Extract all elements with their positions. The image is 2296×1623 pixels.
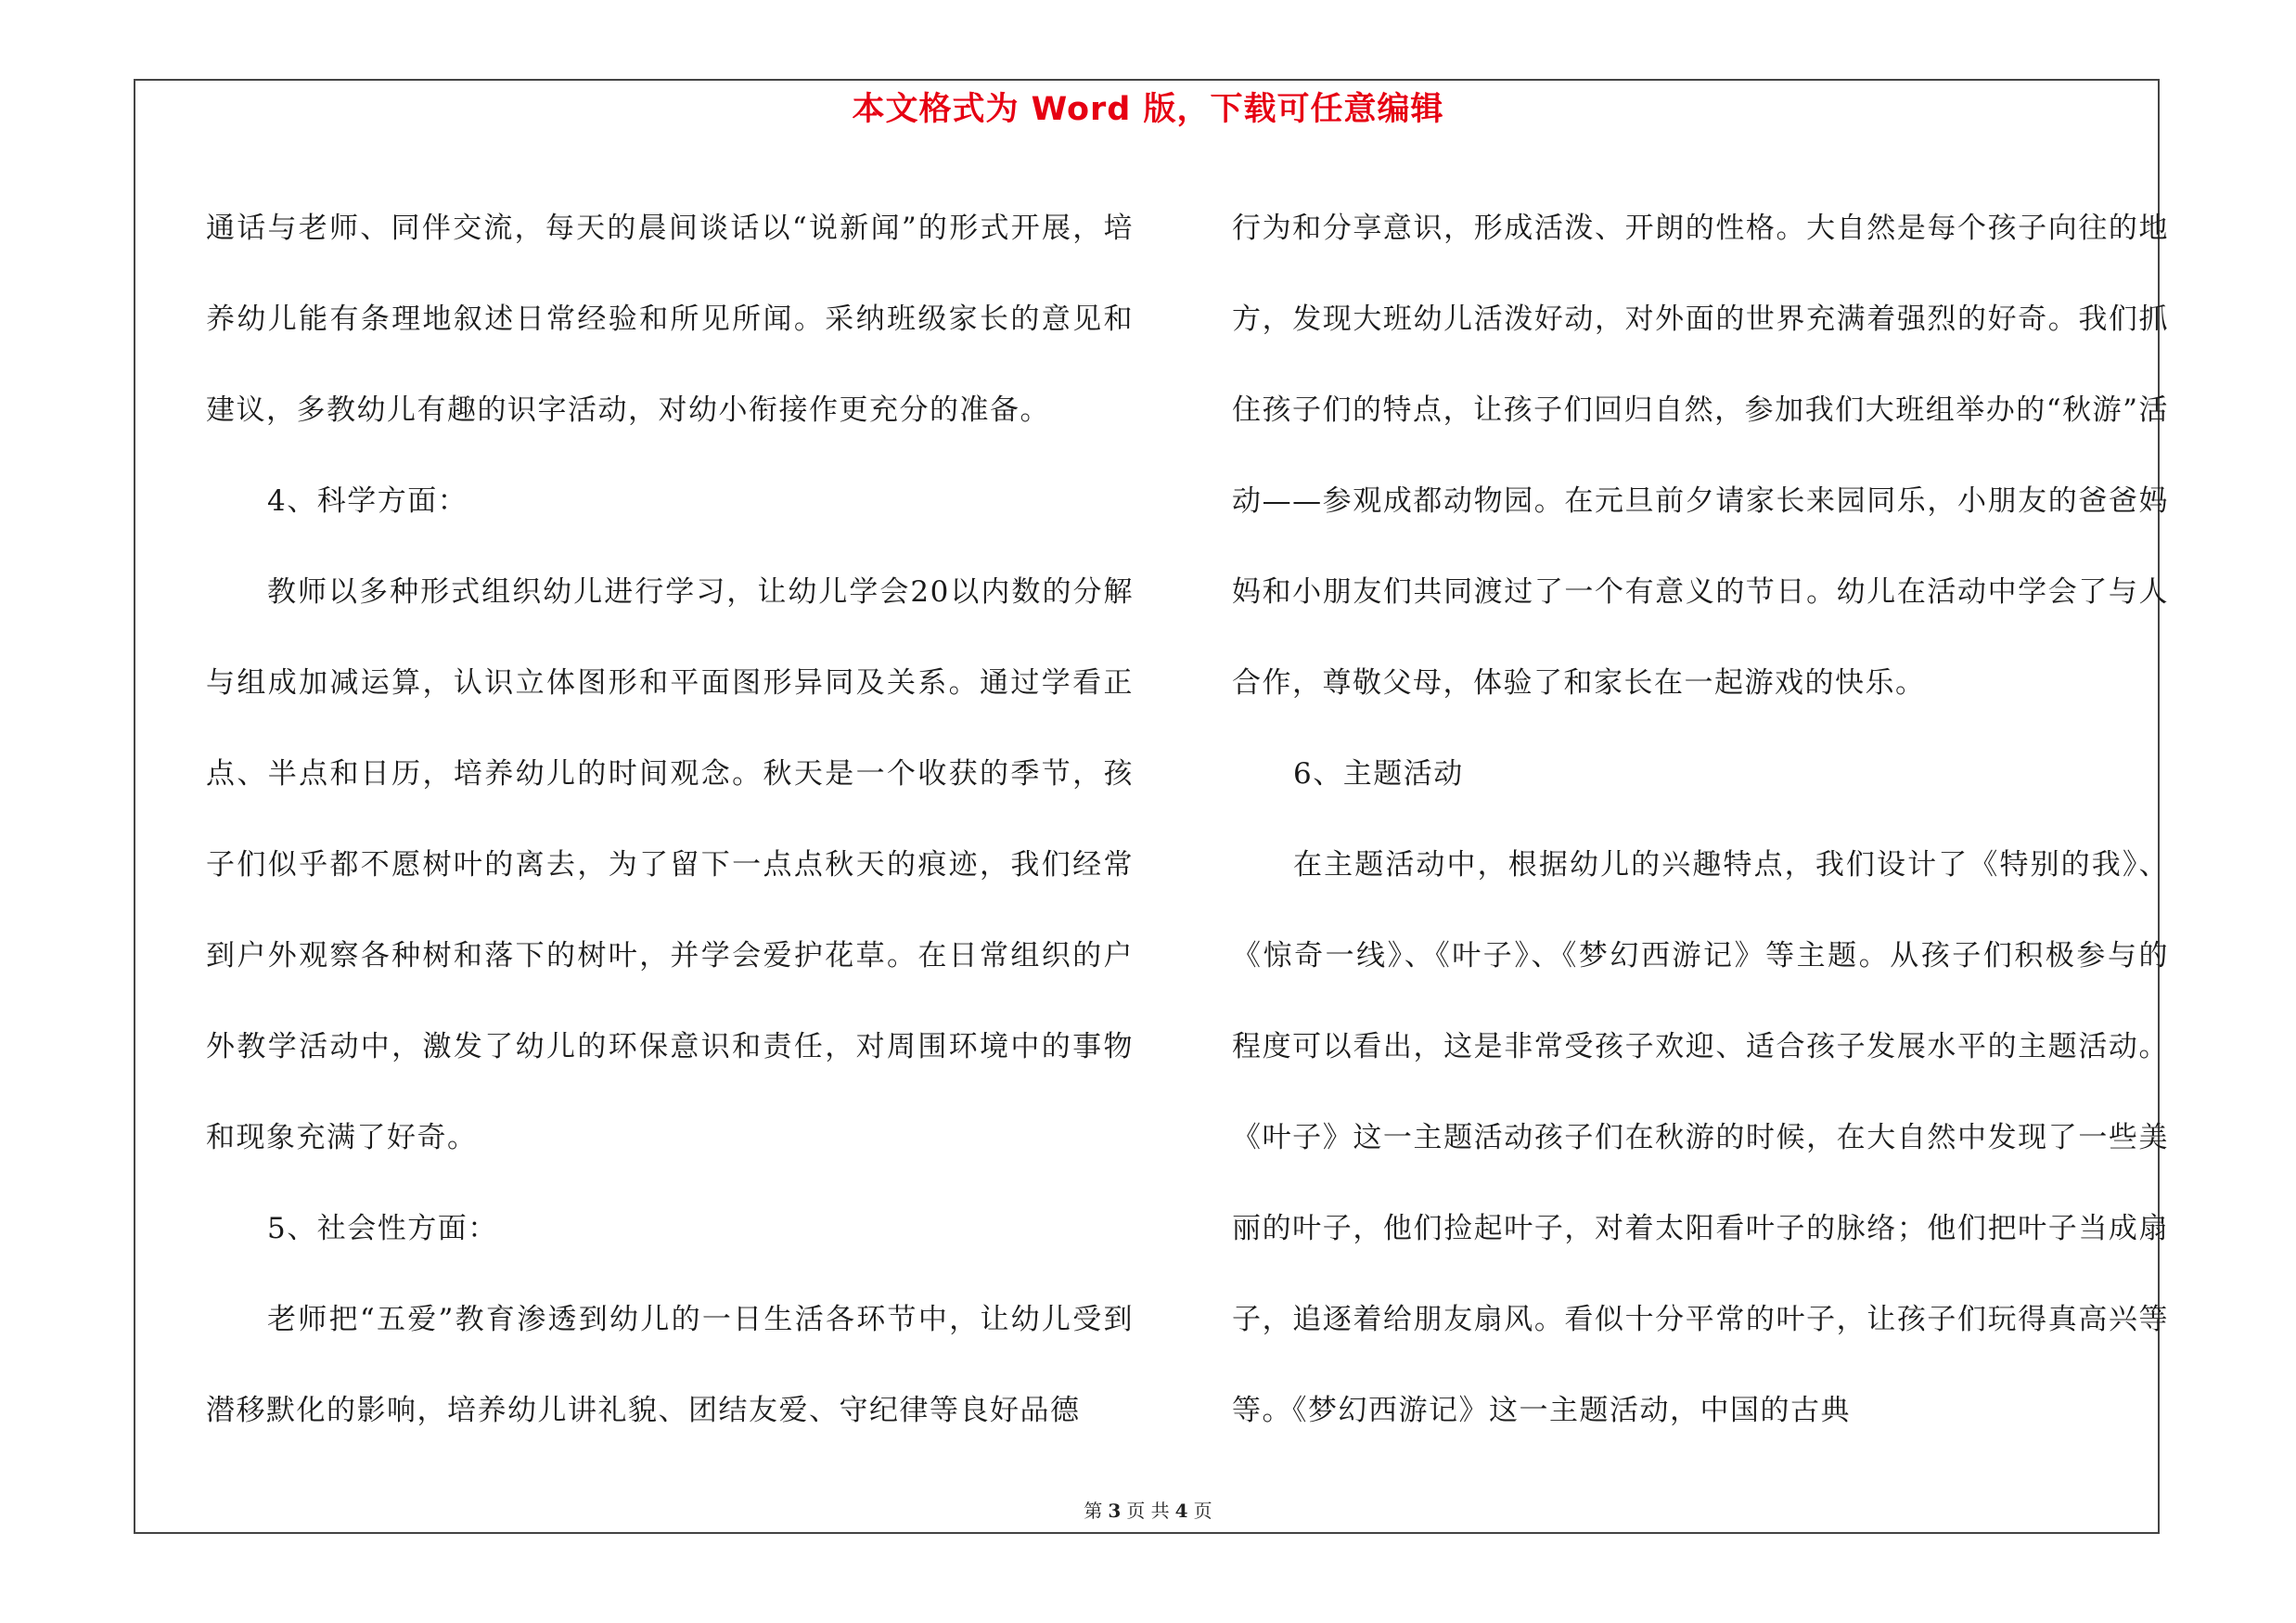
section-heading-science: 4、科学方面： <box>267 484 468 518</box>
left-text-column <box>206 183 1134 1456</box>
total-page-number: 4 <box>1174 1500 1188 1522</box>
section-heading-theme-activities: 6、主题活动 <box>1293 757 1464 791</box>
paragraph-science: 教师以多种形式组织幼儿进行学习，让幼儿学会20以内数的分解与组成加减运算，认识立体图形和平面图形异同及关系。通过学看正点、半点和日历，培养幼儿的时间观念。秋天是一个收获的季节，孩子们似乎都不愿树叶的离去，为了留下一点点秋天的痕迹，我们经常到户外观察各种树和落下的树叶，并学会爱护花草。在日常组织的户外教学活动中，激发了幼儿的环保意识和责任，对周围环境中的事物和现象充满了好奇。 <box>206 575 1134 1154</box>
footer-middle: 页 共 <box>1126 1500 1170 1522</box>
footer-suffix: 页 <box>1193 1500 1212 1522</box>
footer-prefix: 第 <box>1084 1500 1103 1522</box>
current-page-number: 3 <box>1108 1500 1122 1522</box>
paragraph-social: 老师把“五爱”教育渗透到幼儿的一日生活各环节中，让幼儿受到潜移默化的影响，培养幼儿讲礼貌、团结友爱、守纪律等良好品德 <box>206 1303 1134 1427</box>
word-format-banner: 本文格式为 Word 版，下载可任意编辑 <box>852 91 1444 128</box>
paragraph-communication-continued: 通话与老师、同伴交流，每天的晨间谈话以“说新闻”的形式开展，培养幼儿能有条理地叙述日常经验和所见所闻。采纳班级家长的意见和建议，多教幼儿有趣的识字活动，对幼小衔接作更充分的准备。 <box>206 212 1134 427</box>
right-text-column <box>1232 183 2169 1456</box>
page-number-footer <box>0 1496 2296 1523</box>
paragraph-theme-activities: 在主题活动中，根据幼儿的兴趣特点，我们设计了《特别的我》、《惊奇一线》、《叶子》、《梦幻西游记》等主题。从孩子们积极参与的程度可以看出，这是非常受孩子欢迎、适合孩子发展水平的主题活动。《叶子》这一主题活动孩子们在秋游的时候，在大自然中发现了一些美丽的叶子，他们捡起叶子，对着太阳看叶子的脉络；他们把叶子当成扇子，追逐着给朋友扇风。看似十分平常的叶子，让孩子们玩得真高兴等等。《梦幻西游记》这一主题活动，中国的古典 <box>1232 848 2169 1427</box>
paragraph-social-continued: 行为和分享意识，形成活泼、开朗的性格。大自然是每个孩子向往的地方，发现大班幼儿活泼好动，对外面的世界充满着强烈的好奇。我们抓住孩子们的特点，让孩子们回归自然，参加我们大班组举办的“秋游”活动——参观成都动物园。在元旦前夕请家长来园同乐，小朋友的爸爸妈妈和小朋友们共同渡过了一个有意义的节日。幼儿在活动中学会了与人合作，尊敬父母，体验了和家长在一起游戏的快乐。 <box>1232 212 2169 700</box>
section-heading-social: 5、社会性方面： <box>267 1212 498 1245</box>
